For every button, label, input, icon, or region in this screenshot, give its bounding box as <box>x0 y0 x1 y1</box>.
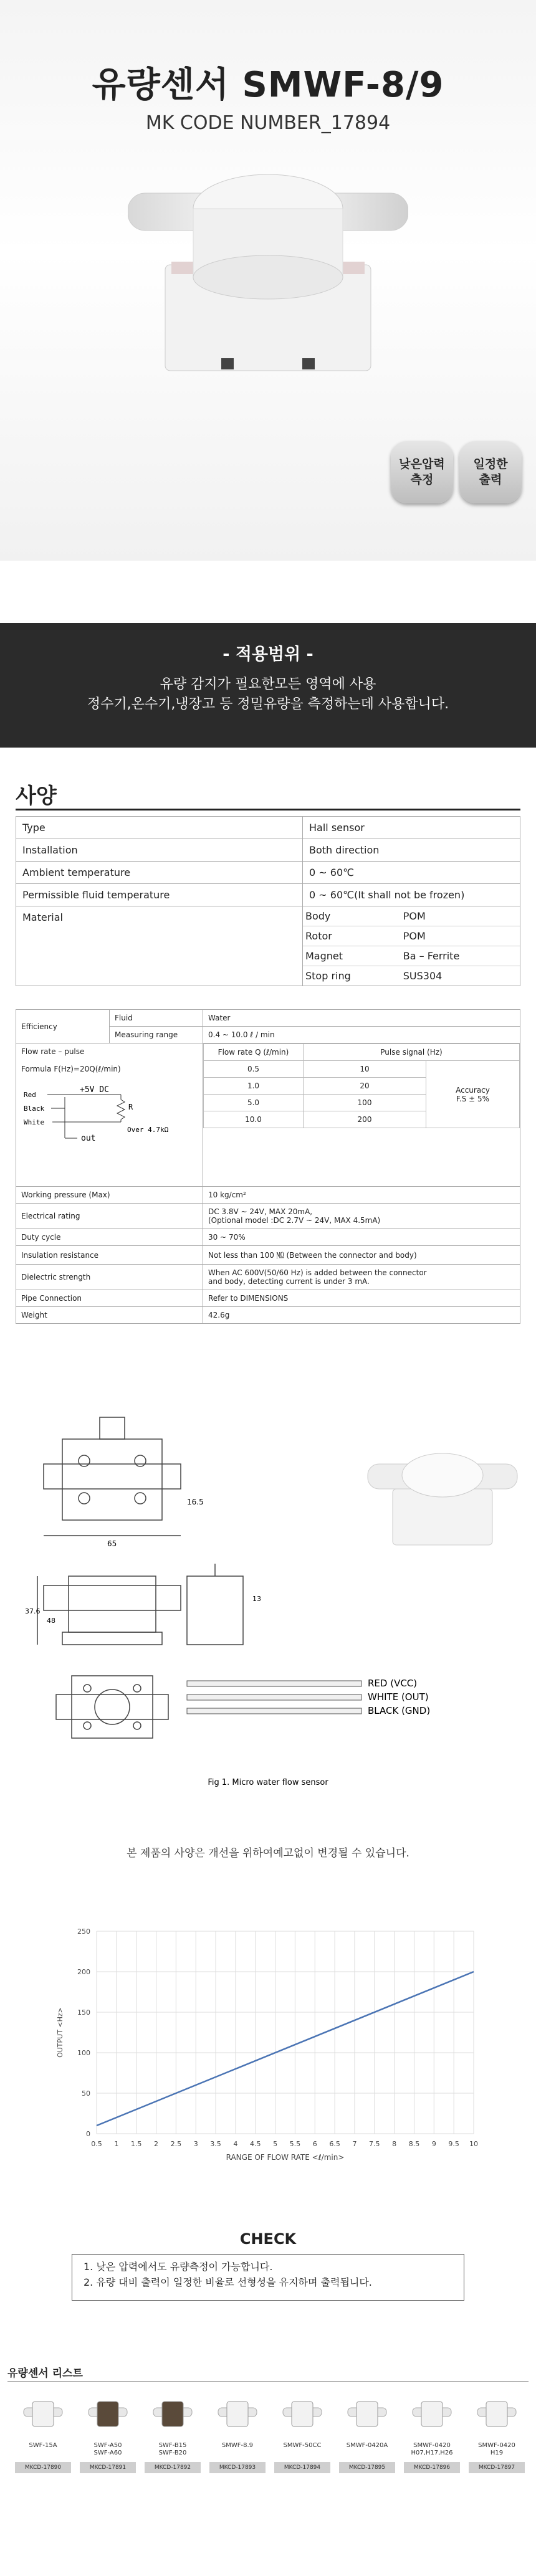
perf-key: Insulation resistance <box>16 1246 203 1265</box>
circuit-white-label: White <box>24 1118 45 1126</box>
material-part: Rotor <box>303 926 401 946</box>
bottom-view <box>56 1676 168 1738</box>
x-tick-label: 2 <box>154 2140 159 2148</box>
perf-value: DC 3.8V ~ 24V, MAX 20mA, (Optional model :DC 2.7V ~ 24V, MAX 4.5mA) <box>203 1204 520 1229</box>
sensor-list-name: SMWF-0420A <box>346 2442 388 2449</box>
x-tick-label: 5.5 <box>289 2140 301 2148</box>
sensor-list-code: MKCD-17891 <box>80 2462 136 2473</box>
sensor-list-item[interactable] <box>272 2386 333 2573</box>
sensor-thumbnail-icon <box>148 2389 198 2439</box>
perf-value: Not less than 100 ㏁ (Between the connector and body) <box>203 1246 520 1265</box>
flow-hz: 10 <box>304 1061 426 1078</box>
x-tick-label: 1 <box>114 2140 119 2148</box>
perf-value: 42.6g <box>203 1307 520 1324</box>
range-label: Measuring range <box>110 1027 203 1043</box>
circuit-vdc-label: +5V DC <box>80 1085 109 1095</box>
material-value: POM <box>401 926 520 946</box>
spec-key: Permissible fluid temperature <box>16 884 303 906</box>
flow-pulse-label: Flow rate – pulse <box>21 1047 85 1056</box>
spec-divider <box>16 809 520 810</box>
sensor-thumbnail <box>368 1453 517 1545</box>
sensor-list-name: SMWF-0420 H19 <box>478 2442 515 2456</box>
spec-value: Both direction <box>303 839 520 862</box>
fluid-label: Fluid <box>110 1010 203 1027</box>
sensor-list-item[interactable] <box>207 2386 268 2573</box>
table-row <box>16 862 520 884</box>
sensor-list-code: MKCD-17892 <box>145 2462 201 2473</box>
accuracy: Accuracy F.S ± 5% <box>426 1061 520 1128</box>
flow-hz: 100 <box>304 1095 426 1111</box>
sensor-list-item[interactable] <box>337 2386 398 2573</box>
flow-hz: 200 <box>304 1111 426 1128</box>
top-view <box>44 1417 181 1536</box>
material-value: POM <box>401 906 520 926</box>
figure-caption: Fig 1. Micro water flow sensor <box>208 1778 328 1787</box>
x-tick-label: 7 <box>352 2140 357 2148</box>
spec-value: 0 ~ 60℃ <box>303 862 520 884</box>
circuit-red-label: Red <box>24 1091 36 1099</box>
dim-label: 37.6 <box>25 1607 41 1615</box>
y-tick-label: 250 <box>77 1927 90 1936</box>
series-line <box>97 1972 474 2126</box>
sensor-thumbnail-icon <box>18 2389 68 2439</box>
pulse-header: Pulse signal (Hz) <box>304 1044 520 1061</box>
check-item: 1. 낮은 압력에서도 유량측정이 가능합니다. <box>84 2261 273 2273</box>
sensor-list-code: MKCD-17894 <box>274 2462 330 2473</box>
dim-label: 65 <box>107 1539 117 1548</box>
sensor-thumbnail-icon <box>83 2389 133 2439</box>
flow-header: Flow rate Q (ℓ/min) <box>204 1044 304 1061</box>
material-value: SUS304 <box>403 970 443 982</box>
sensor-list-code: MKCD-17893 <box>209 2462 266 2473</box>
y-axis-label: OUTPUT <Hz> <box>56 2007 64 2058</box>
table-row <box>16 839 520 862</box>
x-tick-label: 6.5 <box>329 2140 340 2148</box>
y-tick-label: 0 <box>86 2130 90 2138</box>
x-tick-label: 6 <box>312 2140 317 2148</box>
check-item: 2. 유량 대비 출력이 일정한 비율로 선형성을 유지하며 출력됩니다. <box>84 2276 372 2288</box>
range-value: 0.4 ~ 10.0 ℓ / min <box>203 1027 520 1043</box>
perf-key: Dielectric strength <box>16 1265 203 1290</box>
sensor-thumbnail-icon <box>342 2389 392 2439</box>
sensor-list-name: SWF-A50 SWF-A60 <box>93 2442 122 2456</box>
dim-label: 13 <box>252 1595 261 1603</box>
flow-q: 5.0 <box>204 1095 304 1111</box>
table-row <box>16 1290 520 1307</box>
x-tick-label: 0.5 <box>91 2140 102 2148</box>
y-tick-label: 50 <box>82 2089 90 2098</box>
circuit-r-value: Over 4.7kΩ <box>127 1126 169 1134</box>
sensor-list-divider <box>7 2381 529 2382</box>
flow-q: 10.0 <box>204 1111 304 1128</box>
wire-label-black: BLACK (GND) <box>368 1705 431 1716</box>
sensor-thumbnail-icon <box>472 2389 522 2439</box>
perf-key: Pipe Connection <box>16 1290 203 1307</box>
scope-text: 유량 감지가 필요한모든 영역에 사용 정수기,온수기,냉장고 등 정밀유량을 측정하는데 사용합니다. <box>87 677 449 712</box>
formula: Formula F(Hz)=20Q(ℓ/min) <box>21 1065 121 1073</box>
perf-key: Duty cycle <box>16 1229 203 1246</box>
x-tick-label: 8.5 <box>408 2140 420 2148</box>
x-tick-label: 9 <box>431 2140 436 2148</box>
flow-pulse-cell <box>16 1043 203 1187</box>
spec-change-note: 본 제품의 사양은 개선을 위하여예고없이 변경될 수 있습니다. <box>127 1847 409 1860</box>
sensor-list-heading: 유량센서 리스트 <box>7 2367 83 2380</box>
sensor-list-item[interactable] <box>142 2386 203 2573</box>
x-tick-label: 4 <box>233 2140 238 2148</box>
spec-key: Type <box>16 817 303 839</box>
spec-key: Material <box>16 906 303 986</box>
table-row <box>16 817 520 839</box>
x-tick-label: 9.5 <box>448 2140 459 2148</box>
spec-heading: 사양 <box>16 784 57 809</box>
dim-label: 48 <box>47 1617 55 1625</box>
sensor-list-code: MKCD-17890 <box>15 2462 71 2473</box>
table-row <box>16 1307 520 1324</box>
spec-value: Hall sensor <box>303 817 520 839</box>
dim-label: 16.5 <box>187 1498 204 1506</box>
dimension-drawing <box>0 1395 536 1813</box>
table-row <box>16 1229 520 1246</box>
x-tick-label: 5 <box>273 2140 278 2148</box>
badge-constant-output: 일정한 출력 <box>459 441 522 503</box>
front-view <box>37 1576 181 1645</box>
sensor-list-name: SWF-15A <box>29 2442 57 2449</box>
circuit-r-label: R <box>128 1103 133 1111</box>
sensor-thumbnail-icon <box>277 2389 327 2439</box>
check-box <box>72 2254 464 2301</box>
material-cell <box>303 906 520 986</box>
y-tick-label: 200 <box>77 1968 90 1976</box>
circuit-out-label: out <box>81 1134 96 1143</box>
flow-q: 1.0 <box>204 1078 304 1095</box>
x-tick-label: 3.5 <box>210 2140 221 2148</box>
material-part: Magnet <box>303 946 401 966</box>
flow-table-cell <box>203 1043 520 1187</box>
material-value: Ba – Ferrite <box>401 946 520 966</box>
efficiency-label: Efficiency <box>16 1010 110 1043</box>
table-row <box>16 1204 520 1229</box>
table-row <box>16 1043 520 1187</box>
perf-key: Weight <box>16 1307 203 1324</box>
table-row <box>16 1246 520 1265</box>
sensor-list-name: SMWF-0420 H07,H17,H26 <box>411 2442 453 2456</box>
x-tick-label: 8 <box>392 2140 397 2148</box>
sensor-list-item[interactable] <box>77 2386 138 2573</box>
sensor-list-item[interactable] <box>401 2386 462 2573</box>
material-table <box>303 906 520 986</box>
table-row <box>16 1265 520 1290</box>
sensor-list-name: SMWF-8.9 <box>221 2442 254 2449</box>
perf-value: 10 kg/cm² <box>203 1187 520 1204</box>
table-row <box>16 1010 520 1027</box>
spec-value: 0 ~ 60℃(It shall not be frozen) <box>303 884 520 906</box>
y-tick-label: 100 <box>77 2049 90 2057</box>
flow-output-chart <box>37 1913 511 2193</box>
sensor-thumbnail-icon <box>407 2389 457 2439</box>
check-title: CHECK <box>239 2230 297 2248</box>
side-view <box>187 1564 243 1645</box>
wire-label-white: WHITE (OUT) <box>368 1691 429 1703</box>
x-tick-label: 3 <box>193 2140 198 2148</box>
spec-table <box>16 816 520 986</box>
table-row <box>16 906 520 986</box>
scope-title: - 적용범위 - <box>223 645 313 664</box>
mk-code-number: MK CODE NUMBER_17894 <box>145 112 391 134</box>
x-tick-label: 7.5 <box>369 2140 380 2148</box>
table-row <box>16 884 520 906</box>
sensor-list-code: MKCD-17896 <box>404 2462 460 2473</box>
y-tick-label: 150 <box>77 2008 90 2017</box>
perf-value: Refer to DIMENSIONS <box>203 1290 520 1307</box>
sensor-thumbnail-icon <box>213 2389 262 2439</box>
x-tick-label: 4.5 <box>249 2140 261 2148</box>
circuit-black-label: Black <box>24 1105 45 1113</box>
wiring-circuit-diagram <box>21 1078 189 1153</box>
wire-leads <box>187 1681 361 1714</box>
flow-q: 0.5 <box>204 1061 304 1078</box>
material-part: Body <box>303 906 401 926</box>
sensor-product-image <box>128 143 408 380</box>
flow-pulse-table <box>203 1043 520 1128</box>
spec-key: Installation <box>16 839 303 862</box>
sensor-list-name: SMWF-50CC <box>283 2442 322 2449</box>
perf-key: Electrical rating <box>16 1204 203 1229</box>
spec-key: Ambient temperature <box>16 862 303 884</box>
perf-key: Working pressure (Max) <box>16 1187 203 1204</box>
wire-label-red: RED (VCC) <box>368 1678 418 1689</box>
fluid-value: Water <box>203 1010 520 1027</box>
perf-value: 30 ~ 70% <box>203 1229 520 1246</box>
sensor-list-item[interactable] <box>12 2386 74 2573</box>
badge-low-pressure: 낮은압력 측정 <box>391 441 453 503</box>
sensor-list-code: MKCD-17895 <box>339 2462 395 2473</box>
sensor-list-name: SWF-B15 SWF-B20 <box>158 2442 187 2456</box>
flow-hz: 20 <box>304 1078 426 1095</box>
sensor-list-code: MKCD-17897 <box>469 2462 525 2473</box>
x-tick-label: 2.5 <box>170 2140 182 2148</box>
material-part: Stop ring <box>305 970 351 982</box>
performance-table <box>16 1009 520 1324</box>
sensor-list-item[interactable] <box>466 2386 527 2573</box>
page-title: 유량센서 SMWF-8/9 <box>92 65 444 105</box>
table-row <box>16 1187 520 1204</box>
perf-value: When AC 600V(50/60 Hz) is added between the connector and body, detecting current is under 3 mA. <box>203 1265 520 1290</box>
resistor-icon <box>117 1100 125 1119</box>
x-axis-label: RANGE OF FLOW RATE <ℓ/min> <box>226 2153 345 2162</box>
x-tick-label: 1.5 <box>130 2140 142 2148</box>
x-tick-label: 10 <box>469 2140 478 2148</box>
